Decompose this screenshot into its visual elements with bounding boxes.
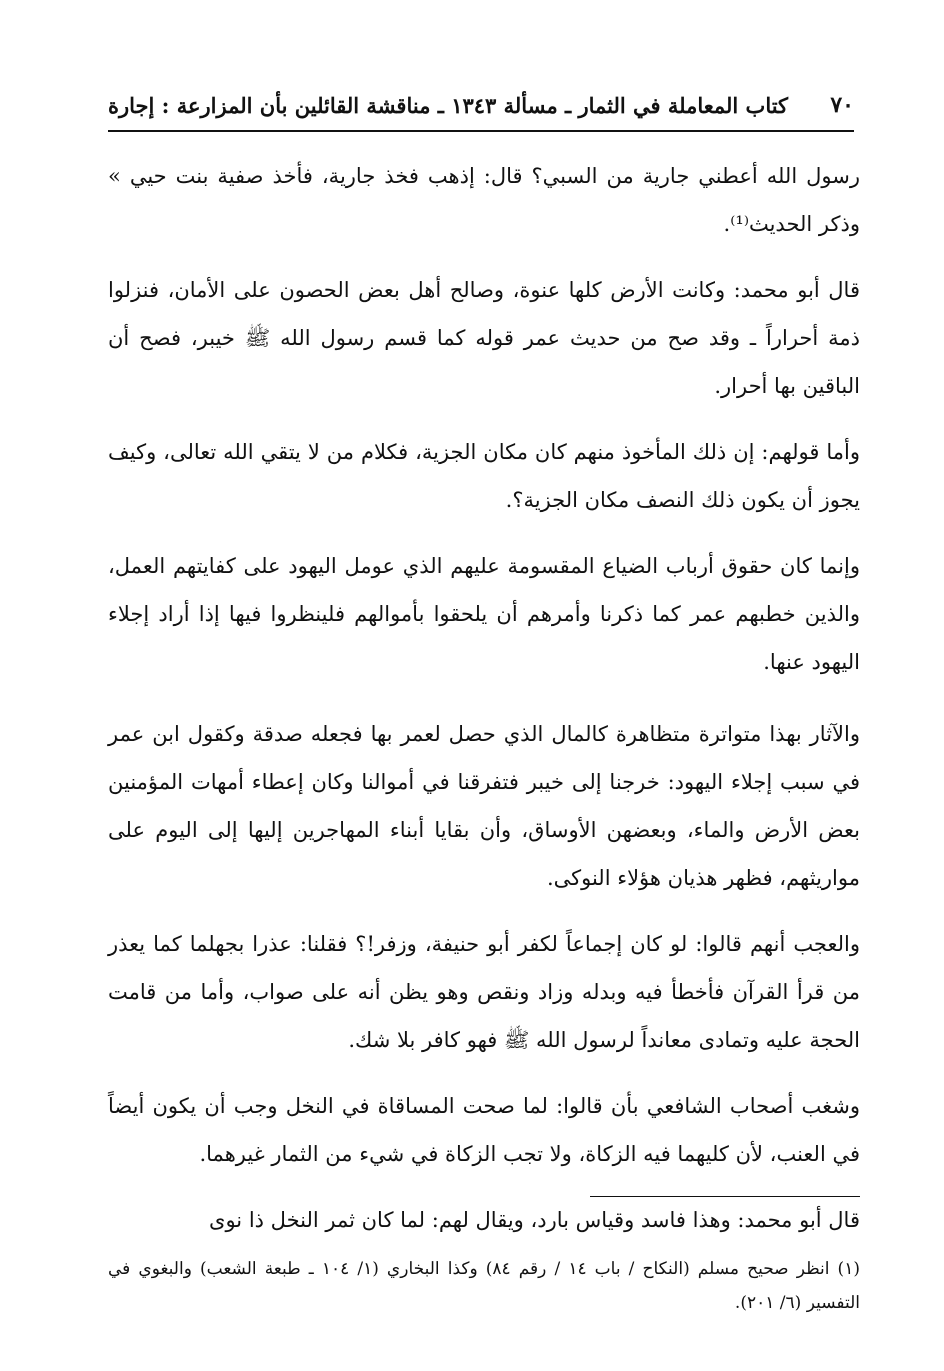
paragraph-8: قال أبو محمد: وهذا فاسد وقياس بارد، ويقال لهم: لما كان ثمر النخل ذا نوى [209, 1208, 860, 1232]
paragraph-6: والعجب أنهم قالوا: لو كان إجماعاً لكفر أبو حنيفة، وزفر!؟ فقلنا: عذرا بجهلما كما يعذر من قرأ القرآن فأخطأ فيه وبدله وزاد ونقص وهو يظن أنه على صواب، وأما من قامت الحجة عليه وتمادى معانداً لرسول الله ﷺ فهو كافر بلا شك. [108, 932, 860, 1052]
paragraph-1: رسول الله أعطني جارية من السبي؟ قال: إذهب فخذ جارية، فأخذ صفية بنت حيي » وذكر الحديث⁽¹⁾. [108, 164, 860, 236]
paragraph-3: وأما قولهم: إن ذلك المأخوذ منهم كان مكان الجزية، فكلام من لا يتقي الله تعالى، وكيف يجوز أن يكون ذلك النصف مكان الجزية؟. [108, 440, 860, 512]
paragraph-2: قال أبو محمد: وكانت الأرض كلها عنوة، وصالح أهل بعض الحصون على الأمان، فنزلوا ذمة أحراراً ـ وقد صح من حديث عمر قوله كما قسم رسول الله ﷺ خيبر، فصح أن الباقين بها أحرار. [108, 278, 860, 398]
page-number: ٧٠ [830, 92, 854, 118]
paragraph-5: والآثار بهذا متواترة متظاهرة كالمال الذي حصل لعمر بها فجعله صدقة وكقول ابن عمر في سبب إجلاء اليهود: خرجنا إلى خيبر فتفرقنا في أموالنا وكان إعطاء أمهات المؤمنين بعض الأرض والماء، وبعضهن الأوساق، وأن بقايا أبناء المهاجرين إليها إلى اليوم على مواريثهم، فظهر هذيان هؤلاء النوكى. [108, 722, 860, 890]
main-text [108, 152, 860, 1262]
paragraph-7: وشغب أصحاب الشافعي بأن قالوا: لما صحت المساقاة في النخل وجب أن يكون أيضاً في العنب، لأن كليهما فيه الزكاة، ولا تجب الزكاة في شيء من الثمار غيرهما. [108, 1094, 860, 1166]
running-header [108, 80, 854, 132]
running-title: كتاب المعاملة في الثمار ـ مسألة ١٣٤٣ ـ مناقشة القائلين بأن المزارعة : إجارة [108, 92, 789, 118]
footnote: (١) انظر صحيح مسلم (النكاح / باب ١٤ / رقم ٨٤) وكذا البخاري (١/ ١٠٤ ـ طبعة الشعب) والبغوي في التفسير (٦/ ٢٠١). [108, 1259, 860, 1313]
paragraph-4: وإنما كان حقوق أرباب الضياع المقسومة عليهم الذي عومل اليهود على كفايتهم العمل، والذين خطبهم عمر كما ذكرنا وأمرهم أن يلحقوا بأموالهم فلينظروا فيها إذا أراد إجلاء اليهود عنها. [108, 554, 860, 674]
footnote-divider [590, 1196, 860, 1197]
